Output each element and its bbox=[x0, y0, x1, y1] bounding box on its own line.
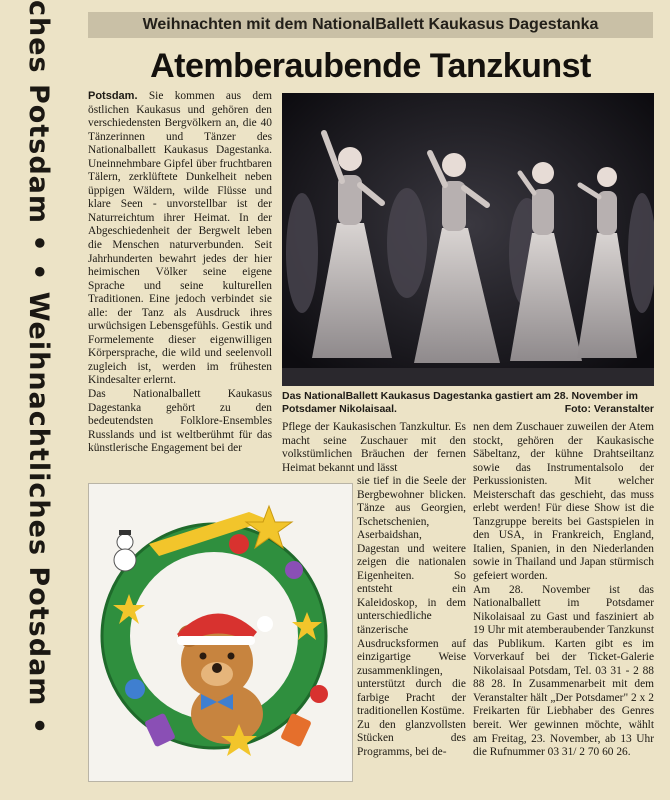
article-column-2-top bbox=[282, 421, 466, 475]
article-kicker: Weihnachten mit dem NationalBallett Kaukasus Dagestanka bbox=[88, 12, 653, 38]
vertical-masthead bbox=[0, 0, 66, 800]
dateline: Potsdam. bbox=[88, 90, 138, 102]
column-2-top: Pflege der Kaukasischen Tanzkultur. Es macht seine Zuschauer mit den volkstümlichen Bräuchen der fernen Heimat bekannt und lässt bbox=[282, 421, 466, 474]
column-3-paragraph-2: Am 28. November ist das Nationalballett im Potsdamer Nikolaisaal zu Gast und fasziniert ab 19 Uhr mit atemberaubender Tanzkunst das Publikum. Karten gibt es im Vorverkauf bei der Ticket-Galerie Nikolaisaal Potsdam, Tel. 03 31 - 2 88 88 28. In Zusammenarbeit mit dem Veranstalter hält „Der Potsdamer" 2 x 2 Freikarten für Liebhaber des Genres bereit. Wer gewinnen möchte, wählt am Freitag, 23. November, ab 13 Uhr die Rufnummer 03 31/ 2 70 60 26. bbox=[473, 583, 654, 759]
column-2-narrow: sie tief in die Seele der Bergbewohner blicken. Tänze aus Georgien, Tschetschenien, Aserbaidshan, Dagestan und weitere zeigen die nationalen Eigenheiten. So entsteht ein Kaleidoskop, in dem unterschiedliche tänzerische Ausdrucksformen auf einzigartige Weise zusammenklingen, unterstützt durch die farbige Pracht der traditionellen Kostüme. bbox=[357, 475, 466, 718]
article-column-1 bbox=[88, 90, 272, 456]
ballet-photo bbox=[282, 93, 654, 386]
column-3-paragraph-1: nen dem Zuschauer zuweilen der Atem stockt, gehören der Kaukasische Säbeltanz, der kühne Drahtseiltanz sowie das Instrumentalsolo der Perkussionisten. Mit welcher Meisterschaft das geschieht, das muss erlebt werden! Für diese Show ist die Tanzgruppe bereits bei Gastspielen in den USA, in Frankreich, England, Italien, Spanien, in den Niederlanden sowie in Thailand und Japan stürmisch gefeiert worden. bbox=[473, 421, 654, 583]
article-column-3 bbox=[473, 421, 654, 760]
article-column-2-narrow bbox=[357, 475, 466, 759]
wreath-illustration bbox=[89, 484, 352, 781]
christmas-wreath-clipart bbox=[88, 483, 353, 782]
dancers-illustration bbox=[282, 93, 654, 386]
photo-caption bbox=[282, 390, 654, 416]
article-headline: Atemberaubende Tanzkunst bbox=[150, 47, 591, 85]
column-1-paragraph-2: Das Nationalballett Kaukasus Dagestanka gehört zu den bedeutendsten Folklore-Ensembles Russlands und ist weltberühmt für das künstlerische Engagement bei der bbox=[88, 388, 272, 455]
photo-credit: Foto: Veranstalter bbox=[564, 403, 654, 415]
column-1-lead: Sie kommen aus dem östlichen Kaukasus und gehören den verschiedensten Bergvölkern an, die 40 Tänzerinnen und Tänzer des Nationalballett Kaukasus Dagestanka. Uneinnehmbare Gipfel über fruchtbaren Tälern, zerklüftete Dunkelheit neben üppigen Wäldern, wilde Flüsse und klare Seen - unvorstellbar ist der Naturreichtum ihrer Heimat. In der Abgeschiedenheit der Bergwelt leben die Menschen naturverbunden. Seit Jahrhunderten bewahrt jedes der hier heimischen Völker seine eigene Sprache und seine kulturellen Traditionen. Eine jedoch verbindet sie alle: der Tanz als Ausdruck ihres urwüchsigen Lebensgefühls. Gestik und Formelemente dieser eigenwilligen Körpersprache, die wild und seelenvoll zugleich ist, werden im frühesten Kindesalter erlernt. bbox=[88, 90, 272, 387]
masthead-text: ches Potsdam • • Weihnachtliches Potsdam • bbox=[23, 0, 54, 736]
caption-text: Das NationalBallett Kaukasus Dagestanka gastiert am 28. November im Potsdamer Nikolaisaal. bbox=[282, 390, 638, 415]
column-2-paragraph-2: Zu den glanzvollsten Stücken des Programms, bei de- bbox=[357, 718, 466, 758]
